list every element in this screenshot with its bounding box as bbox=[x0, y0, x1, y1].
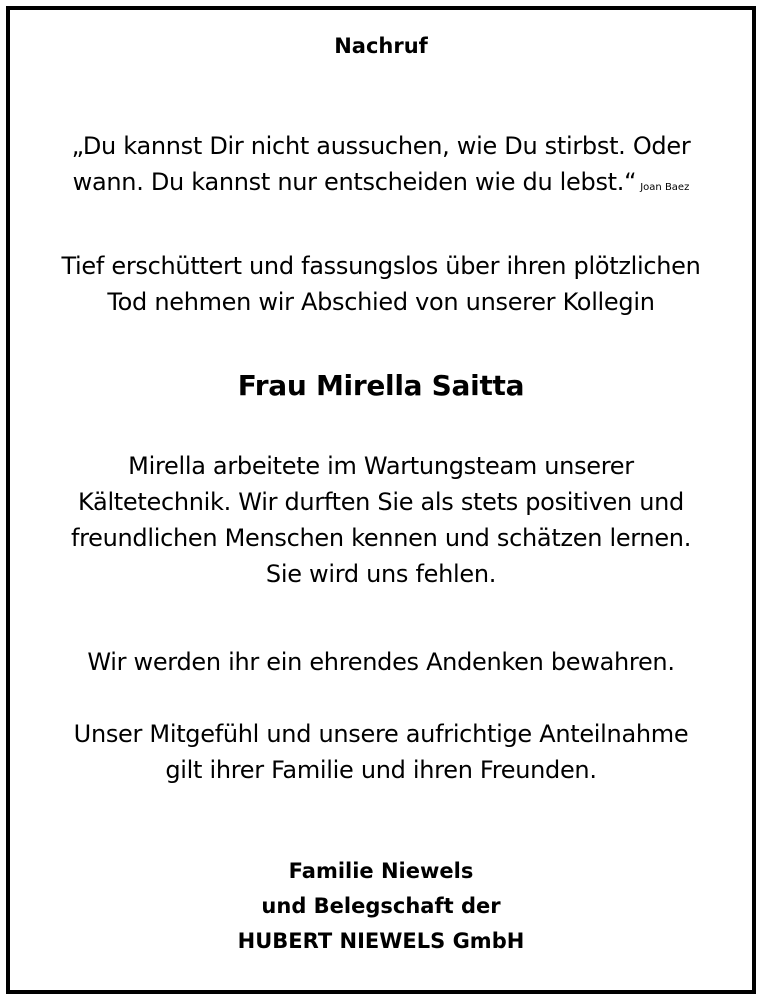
description-line-2: Kältetechnik. Wir durften Sie als stets positiven und bbox=[78, 488, 684, 516]
intro-line-1: Tief erschüttert und fassungslos über ihren plötzlichen bbox=[61, 252, 701, 280]
description-block bbox=[10, 448, 752, 592]
obituary-heading: Nachruf bbox=[334, 34, 428, 58]
signature-company: HUBERT NIEWELS GmbH bbox=[237, 929, 525, 953]
signature-line-2: und Belegschaft der bbox=[261, 894, 501, 918]
description-line-1: Mirella arbeitete im Wartungsteam unserer bbox=[128, 452, 634, 480]
intro-block bbox=[10, 248, 752, 320]
sympathy-block bbox=[10, 716, 752, 788]
quote-block bbox=[10, 128, 752, 206]
signature-line-1: Familie Niewels bbox=[288, 859, 474, 883]
obituary-border bbox=[6, 6, 756, 994]
signature-block bbox=[10, 854, 752, 959]
description-line-4: Sie wird uns fehlen. bbox=[265, 560, 497, 588]
intro-line-2: Tod nehmen wir Abschied von unserer Kollegin bbox=[107, 288, 655, 316]
sympathy-line-1: Unser Mitgefühl und unsere aufrichtige Anteilnahme bbox=[73, 720, 689, 748]
quote-author: Joan Baez bbox=[640, 182, 690, 193]
sympathy-line-2: gilt ihrer Familie und ihren Freunden. bbox=[165, 756, 597, 784]
memory-line: Wir werden ihr ein ehrendes Andenken bewahren. bbox=[87, 648, 675, 676]
quote-line-2 bbox=[10, 164, 752, 206]
obituary-content bbox=[10, 10, 752, 990]
quote-line-2-text: wann. Du kannst nur entscheiden wie du lebst.“ bbox=[72, 168, 637, 196]
description-line-3: freundlichen Menschen kennen und schätzen lernen. bbox=[70, 524, 692, 552]
deceased-name: Frau Mirella Saitta bbox=[237, 369, 525, 402]
quote-line-1: „Du kannst Dir nicht aussuchen, wie Du stirbst. Oder bbox=[71, 132, 691, 160]
